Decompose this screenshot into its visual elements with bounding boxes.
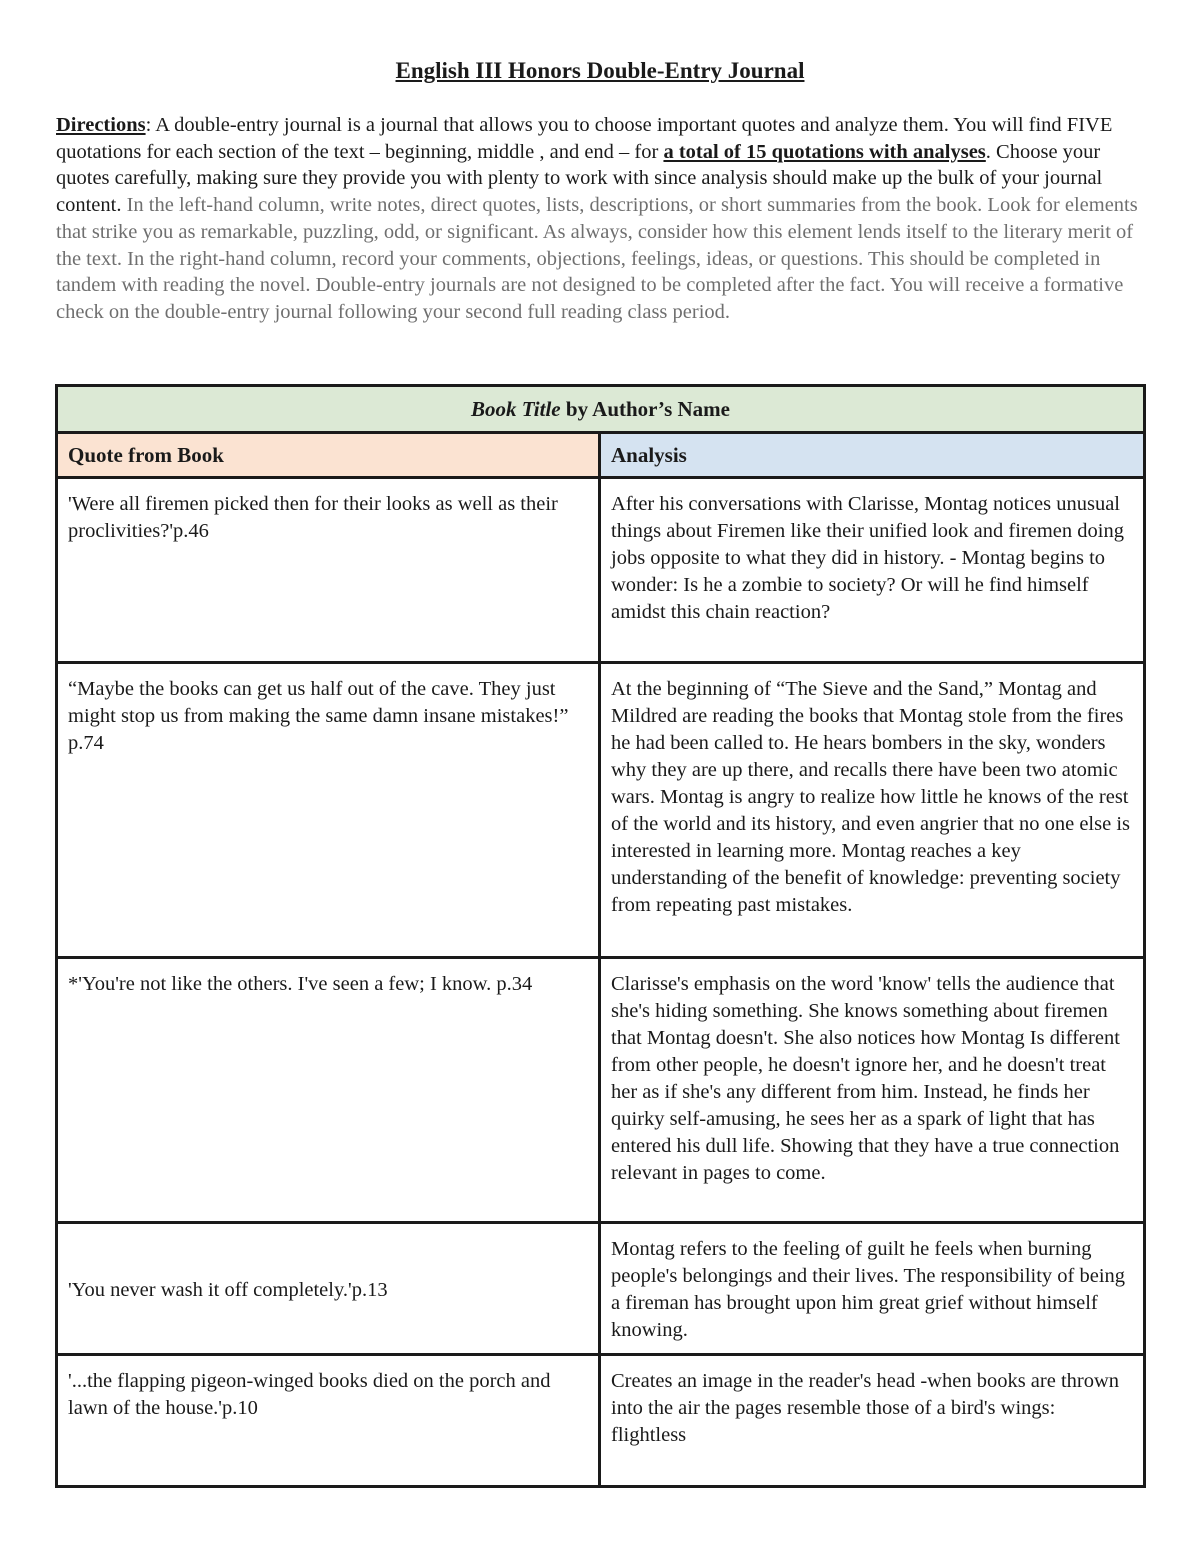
analysis-cell: Montag refers to the feeling of guilt he feels when burning people's belongings and their lives. The responsibility of being a fireman has brought upon him great grief without himself knowing. bbox=[600, 1223, 1145, 1354]
table-row bbox=[57, 957, 1145, 1223]
directions-text-1: : A double-entry journal is a journal that allows you to choose important quotes and analyze them. You will find FIVE quotations for each section of the text – beginning, middle , and end – for bbox=[56, 114, 1113, 163]
quote-cell: 'You never wash it off completely.'p.13 bbox=[57, 1223, 600, 1354]
quote-cell: '...the flapping pigeon-winged books died on the porch and lawn of the house.'p.10 bbox=[57, 1354, 600, 1486]
directions-text-2: . Choose your quotes carefully, making sure they provide you with plenty to work with since analysis should make up the bulk of your journal content. bbox=[56, 140, 1103, 217]
analysis-column-header: Analysis bbox=[600, 433, 1145, 478]
directions-text-3: In the left-hand column, write notes, direct quotes, lists, descriptions, or short summaries from the book. Look for elements that strike you as remarkable, puzzling, odd, or significant. As always, consider how this element lends itself to the literary merit of the text. In the right-hand column, record your comments, objections, feelings, ideas, or questions. This should be completed in tandem with reading the novel. Double-entry journals are not designed to be completed after the fact. You will receive a formative check on the double-entry journal following your second full reading class period. bbox=[56, 194, 1138, 323]
quote-cell: “Maybe the books can get us half out of the cave. They just might stop us from making the same damn insane mistakes!” p.74 bbox=[57, 662, 600, 957]
table-row bbox=[57, 1223, 1145, 1354]
quote-cell: *'You're not like the others. I've seen a few; I know. p.34 bbox=[57, 957, 600, 1223]
book-title: Book Title bbox=[471, 396, 561, 421]
directions-emphasis: a total of 15 quotations with analyses bbox=[663, 140, 986, 163]
analysis-cell: At the beginning of “The Sieve and the Sand,” Montag and Mildred are reading the books that Montag stole from the fires he had been called to. He hears bombers in the sky, wonders why they are up there, and recalls there have been two atomic wars. Montag is angry to realize how little he knows of the rest of the world and its history, and even angrier that no one else is interested in learning more. Montag reaches a key understanding of the benefit of knowledge: preventing society from repeating past mistakes. bbox=[600, 662, 1145, 957]
quote-cell: 'Were all firemen picked then for their looks as well as their proclivities?'p.46 bbox=[57, 478, 600, 663]
directions-paragraph bbox=[56, 112, 1146, 326]
by-author: by Author’s Name bbox=[560, 396, 730, 421]
analysis-cell: Clarisse's emphasis on the word 'know' tells the audience that she's hiding something. She knows something about firemen that Montag doesn't. She also notices how Montag Is different from other people, he doesn't ignore her, and he doesn't treat her as if she's any different from him. Instead, he finds her quirky self-amusing, he sees her as a spark of light that has entered his dull life. Showing that they have a true connection relevant in pages to come. bbox=[600, 957, 1145, 1223]
book-header bbox=[57, 386, 1145, 433]
table-row bbox=[57, 478, 1145, 663]
analysis-cell: After his conversations with Clarisse, Montag notices unusual things about Firemen like their unified look and firemen doing jobs opposite to what they did in history. - Montag begins to wonder: Is he a zombie to society? Or will he find himself amidst this chain reaction? bbox=[600, 478, 1145, 663]
quote-column-header: Quote from Book bbox=[57, 433, 600, 478]
page-title: English III Honors Double-Entry Journal bbox=[395, 58, 805, 83]
column-header-row bbox=[57, 433, 1145, 478]
table-row bbox=[57, 1354, 1145, 1486]
directions-label: Directions bbox=[56, 114, 146, 136]
journal-table bbox=[55, 384, 1146, 1488]
book-header-row bbox=[57, 386, 1145, 433]
analysis-cell: Creates an image in the reader's head -when books are thrown into the air the pages resemble those of a bird's wings: flightless bbox=[600, 1354, 1145, 1486]
table-row bbox=[57, 662, 1145, 957]
